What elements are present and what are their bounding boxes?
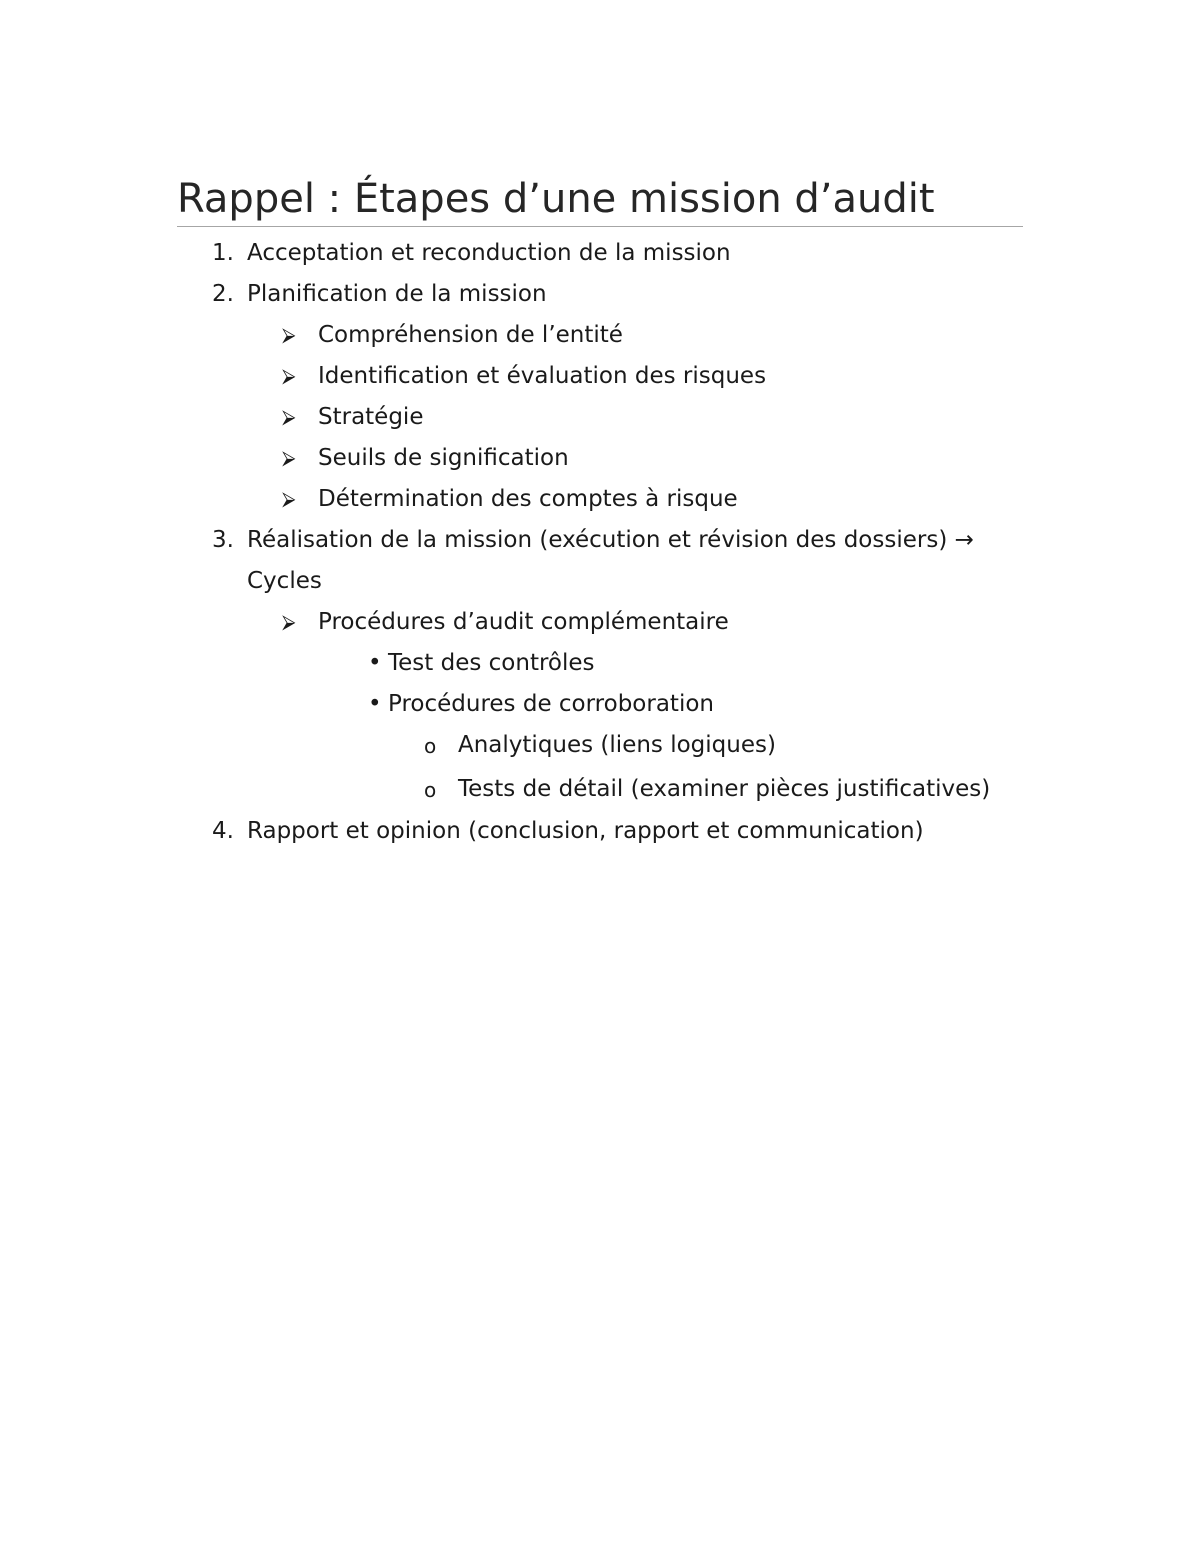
title-underline <box>177 226 1023 227</box>
arrow-bullet-icon: ⮚ <box>282 406 296 428</box>
step-2-subitem: Identification et évaluation des risques <box>318 363 767 389</box>
step-2-label: Planification de la mission <box>247 281 547 307</box>
step-3-number: 3. <box>212 527 234 553</box>
arrow-bullet-icon: ⮚ <box>282 447 296 469</box>
step-1-number: 1. <box>212 240 234 266</box>
step-3-bullet: Test des contrôles <box>388 650 595 676</box>
arrow-bullet-icon: ⮚ <box>282 611 296 633</box>
step-2-subitem: Compréhension de l’entité <box>318 322 623 348</box>
step-3-circle-item: Analytiques (liens logiques) <box>458 732 776 758</box>
step-1-label: Acceptation et reconduction de la mission <box>247 240 731 266</box>
step-2-number: 2. <box>212 281 234 307</box>
arrow-bullet-icon: ⮚ <box>282 324 296 346</box>
dot-bullet-icon: • <box>368 650 382 676</box>
step-3-label-line2: Cycles <box>247 568 322 594</box>
step-2-subitem: Seuils de signification <box>318 445 569 471</box>
step-3-circle-item: Tests de détail (examiner pièces justificatives) <box>458 776 991 802</box>
step-4-number: 4. <box>212 818 234 844</box>
step-4-label: Rapport et opinion (conclusion, rapport et communication) <box>247 818 924 844</box>
arrow-bullet-icon: ⮚ <box>282 365 296 387</box>
step-3-label-line1: Réalisation de la mission (exécution et révision des dossiers) → <box>247 527 974 553</box>
circle-bullet-icon: o <box>424 778 437 802</box>
step-3-subitem: Procédures d’audit complémentaire <box>318 609 729 635</box>
arrow-bullet-icon: ⮚ <box>282 488 296 510</box>
page-title: Rappel : Étapes d’une mission d’audit <box>177 176 935 222</box>
step-3-bullet: Procédures de corroboration <box>388 691 714 717</box>
step-2-subitem: Détermination des comptes à risque <box>318 486 738 512</box>
circle-bullet-icon: o <box>424 734 437 758</box>
step-2-subitem: Stratégie <box>318 404 424 430</box>
dot-bullet-icon: • <box>368 691 382 717</box>
